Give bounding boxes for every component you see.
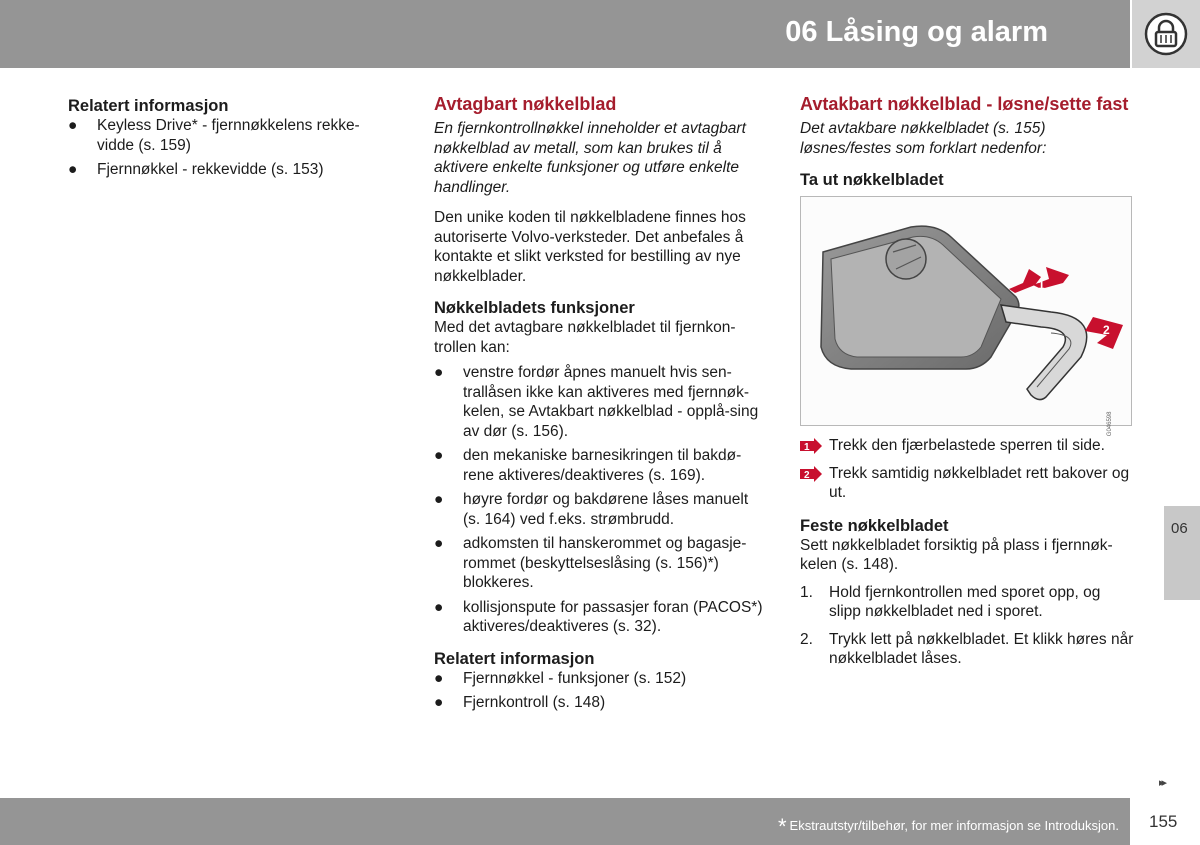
step-number: 1. — [800, 583, 813, 601]
arrow-2-label: 2 — [1103, 323, 1110, 337]
next-page-icon: ▸▸ — [1159, 777, 1165, 789]
step-2 — [800, 464, 1134, 503]
bullet-icon: ● — [68, 161, 78, 178]
bullet-icon: ● — [434, 535, 444, 552]
list-item — [434, 598, 766, 637]
related-link[interactable]: Keyless Drive* - fjernnøkkelens rekke-vidde (s. 159) — [97, 117, 360, 154]
footnote — [778, 814, 1119, 840]
bullet-icon: ● — [434, 598, 444, 616]
attach-blade-heading: Feste nøkkelbladet — [800, 516, 949, 535]
functions-heading: Nøkkelbladets funksjoner — [434, 299, 635, 317]
list-item — [800, 583, 1134, 622]
list-item — [434, 693, 766, 713]
column-3 — [800, 90, 1134, 669]
list-item — [434, 534, 766, 593]
footnote-text: Ekstrautstyr/tilbehør, for mer informasjon se Introduksjon. — [789, 818, 1119, 833]
list-item — [434, 446, 766, 485]
bullet-icon: ● — [68, 117, 78, 134]
related-link[interactable]: Fjernnøkkel - funksjoner (s. 152) — [463, 669, 687, 687]
bullet-icon: ● — [434, 364, 444, 381]
list-item-text: høyre fordør og bakdørene låses manuelt (s. 164) ved f.eks. strømbrudd. — [463, 491, 749, 528]
bullet-icon: ● — [434, 447, 444, 464]
list-item-text: venstre fordør åpnes manuelt hvis sen-trallåsen ikke kan aktiveres med fjernnøk-kelen, se Avtakbart nøkkelblad - opplå-sing av dør (s. 156). — [463, 364, 759, 440]
page-number-box — [1132, 798, 1200, 845]
list-item — [434, 363, 766, 441]
body-text: Den unike koden til nøkkelbladene finnes hos autoriserte Volvo-verksteder. Det anbefales å kontakte et slikt verksted for bestilling av nye nøkkelblader. — [434, 209, 746, 285]
bullet-icon: ● — [434, 491, 444, 508]
chapter-header — [0, 0, 1130, 68]
figure-code: G046598 — [1107, 411, 1114, 436]
functions-list — [434, 363, 766, 637]
arrow-1-shape — [1009, 269, 1041, 293]
section-intro: En fjernkontrollnøkkel inneholder et avtagbart nøkkelblad av metall, som kan brukes til å aktivere enkelte funksjoner og utføre enkelte handlinger. — [434, 120, 746, 196]
remove-blade-heading: Ta ut nøkkelbladet — [800, 171, 944, 189]
list-item-text: Trykk lett på nøkkelbladet. Et klikk høres når nøkkelbladet låses. — [829, 630, 1134, 667]
chapter-tab-label: 06 — [1171, 520, 1188, 537]
related-link[interactable]: Fjernkontroll (s. 148) — [463, 694, 606, 711]
bullet-icon: ● — [434, 694, 444, 711]
list-item-text: adkomsten til hanskerommet og bagasje-rommet (beskyttelseslåsing (s. 156)*) blokkeres. — [463, 535, 747, 591]
related-info-heading: Relatert informasjon — [434, 649, 595, 668]
list-item — [68, 116, 373, 155]
step-2-arrow-icon — [800, 466, 822, 482]
list-item — [434, 669, 766, 689]
padlock-icon — [1144, 12, 1188, 56]
step-text: Trekk den fjærbelastede sperren til side. — [829, 437, 1105, 454]
attach-steps-list — [800, 583, 1134, 669]
step-number: 1 — [804, 442, 810, 453]
list-item-text: Hold fjernkontrollen med sporet opp, og slipp nøkkelbladet ned i sporet. — [829, 583, 1101, 620]
bullet-icon: ● — [434, 669, 444, 687]
page-number: 155 — [1149, 812, 1178, 831]
list-item-text: kollisjonspute for passasjer foran (PACOS*) aktiveres/deaktiveres (s. 32). — [463, 598, 763, 635]
related-info-list — [434, 669, 766, 713]
column-2 — [434, 90, 766, 713]
related-link[interactable]: Fjernnøkkel - rekkevidde (s. 153) — [97, 161, 324, 178]
list-item-text: den mekaniske barnesikringen til bakdø-rene aktiveres/deaktiveres (s. 169). — [463, 447, 742, 484]
functions-intro: Med det avtagbare nøkkelbladet til fjernkon-trollen kan: — [434, 319, 736, 356]
footnote-star: * — [777, 814, 787, 839]
step-number: 2 — [804, 469, 810, 481]
column-1 — [68, 90, 373, 180]
related-info-list — [68, 116, 373, 180]
list-item — [800, 630, 1134, 669]
page-footer — [0, 798, 1130, 845]
step-text: Trekk samtidig nøkkelbladet rett bakover og ut. — [829, 464, 1130, 501]
chapter-title: 06 Låsing og alarm — [785, 16, 1048, 48]
section-intro: Det avtakbare nøkkelbladet (s. 155) løsnes/festes som forklart nedenfor: — [800, 120, 1047, 157]
step-number: 2. — [800, 630, 813, 648]
step-1-arrow-icon — [800, 438, 822, 454]
attach-intro: Sett nøkkelbladet forsiktig på plass i fjernnøk-kelen (s. 148). — [800, 536, 1113, 573]
section-title: Avtagbart nøkkelblad — [434, 94, 617, 114]
key-blade-illustration — [800, 196, 1132, 436]
step-1 — [800, 436, 1134, 456]
key-fob-drawing — [801, 197, 1133, 427]
chapter-icon-box — [1132, 0, 1200, 68]
list-item — [68, 160, 373, 180]
chapter-side-tab[interactable] — [1164, 506, 1200, 600]
related-info-heading: Relatert informasjon — [68, 97, 229, 115]
arrow-1-label: 1 — [1038, 278, 1045, 292]
section-title: Avtakbart nøkkelblad - løsne/sette fast — [800, 94, 1129, 114]
list-item — [434, 490, 766, 529]
